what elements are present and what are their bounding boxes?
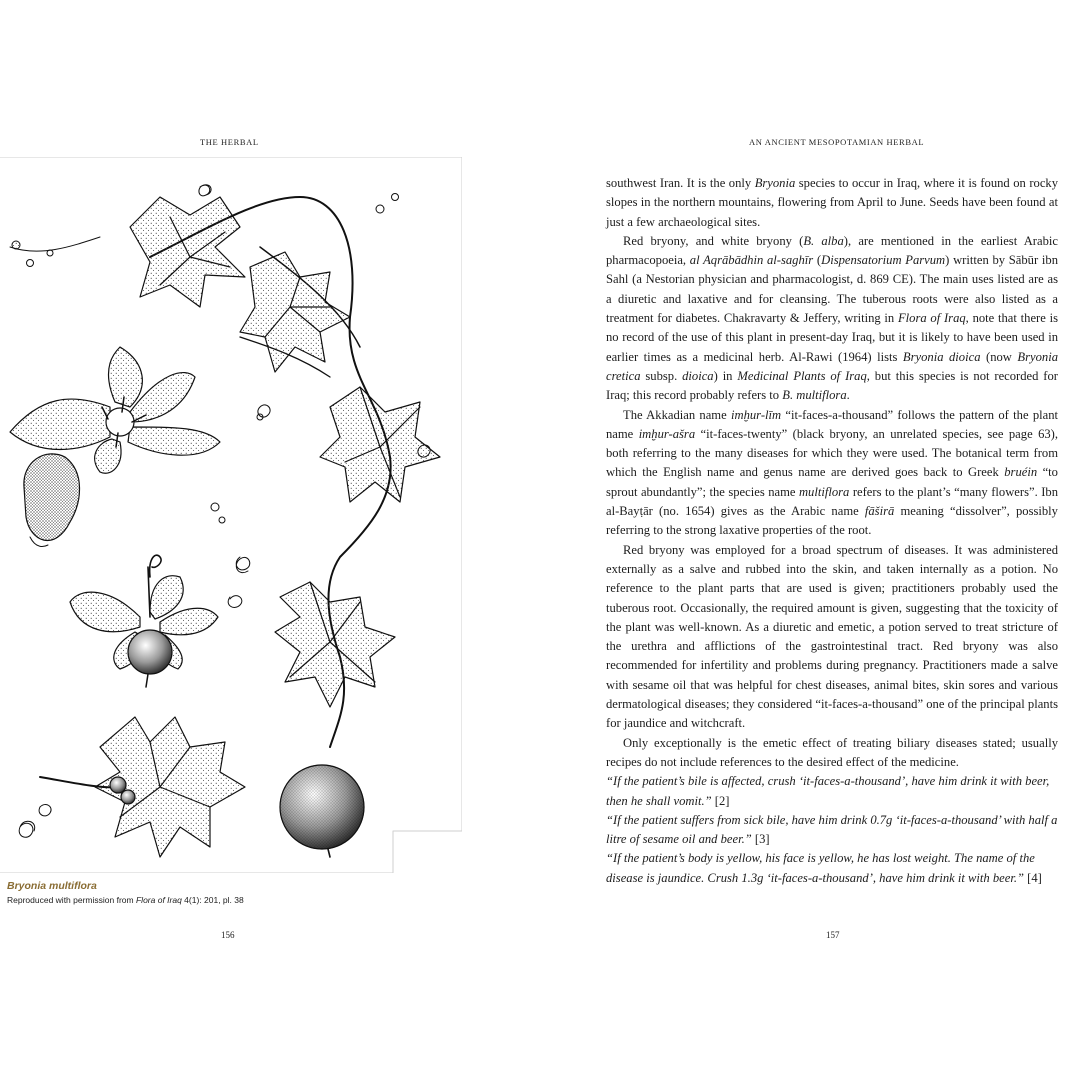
italic-text-run: imḫur-ašra	[638, 426, 696, 441]
text-run: ) in	[713, 368, 738, 383]
body-paragraph	[606, 232, 1058, 406]
italic-text-run: Medicinal Plants of Iraq	[737, 368, 867, 383]
text-run: The Akkadian name	[623, 407, 731, 422]
italic-text-run: B. alba	[803, 233, 844, 248]
text-run: species to occur in Iraq, where it is found on rocky slopes in the northern mountains, flowering from April to June. Seeds have been found at just a few archaeological sites.	[606, 176, 1058, 229]
text-run: , but this species is not recorded for Iraq; this record probably refers to	[606, 368, 1058, 403]
text-run: .	[846, 388, 850, 403]
italic-text-run: Flora of Iraq	[897, 311, 966, 326]
caption-credit-prefix: Reproduced with permission from	[7, 895, 136, 905]
text-run: ) written by Sābūr ibn Sahl (a Nestorian physician and pharmacologist, d. 869 CE). The main uses listed are as a diuretic and laxative and for cleansing. The tuberous roots were also listed as a treatment for diabetes. Chakravarty & Jeffery, writing in	[606, 253, 1058, 326]
text-run: Red bryony was employed for a broad spectrum of diseases. It was administered externally as a salve and rubbed into the skin, and taken internally as a potion. No reference to the plant parts that are used is given; practitioners probably used the tuberous root. Occasionally, the required amount is given, suggesting that the toxicity of the plant was well-known. As a diuretic and emetic, a potion served to treat stricture of the urethra and afflictions of the gastrointestinal tract. Red bryony was also recommended for infertility and problems during pregnancy. Practitioners made a salve with sesame oil that was helpful for chest diseases, animal bites, skin sores and various dermatological diseases; they considered “it-faces-a-thousand” one of the principal plants for jaundice and witchcraft.	[606, 542, 1058, 731]
italic-text-run: Bryonia cretica	[606, 349, 1058, 383]
italic-text-run: al Aqrābādhin al-saghīr	[689, 253, 814, 268]
caption-credit	[7, 895, 447, 905]
body-paragraph	[606, 734, 1058, 773]
italic-text-run: bruéin	[1004, 465, 1038, 480]
italic-text-run: B. multiflora	[782, 388, 847, 403]
italic-text-run: Bryonia dioica	[902, 349, 981, 364]
italic-text-run: Bryonia	[754, 176, 796, 190]
text-run: Only exceptionally is the emetic effect of treating biliary diseases stated; usually recipes do not include references to the desired effect of the medicine.	[606, 735, 1058, 769]
caption-credit-suffix: 4(1): 201, pl. 38	[181, 895, 244, 905]
text-run: “it-faces-a-thousand” follows the pattern of the plant name	[606, 407, 1058, 441]
body-text	[606, 174, 1058, 888]
page-number-left: 156	[221, 930, 235, 940]
text-run: meaning “dissolver”, possibly referring to the strong laxative properties of the root.	[606, 504, 1058, 538]
text-run: southwest Iran. It is the only	[606, 176, 755, 190]
italic-text-run: “If the patient’s body is yellow, his face is yellow, he has lost weight. The name of the disease is jaundice. Crush 1.3g ‘it-faces-a-thousand’, have him drink it with beer.”	[606, 851, 1035, 885]
text-run: [3]	[751, 832, 770, 847]
botanical-illustration	[0, 157, 462, 873]
text-run: subsp.	[640, 368, 683, 383]
italic-text-run: “If the patient suffers from sick bile, have him drink 0.7g ‘it-faces-a-thousand’ with half a litre of sesame oil and beer.”	[606, 812, 1058, 847]
text-run: [4]	[1024, 870, 1042, 885]
italic-text-run: imḫur-līm	[730, 407, 782, 422]
italic-text-run: multiflora	[798, 484, 850, 499]
text-run: [2]	[711, 793, 730, 808]
italic-text-run: “If the patient’s bile is affected, crush ‘it-faces-a-thousand’, have him drink it with beer, then he shall vomit.”	[606, 774, 1050, 808]
page-number-right: 157	[826, 930, 840, 940]
text-run: (	[813, 253, 822, 268]
caption-title: Bryonia multiflora	[7, 880, 97, 892]
quotation-paragraph	[606, 772, 1058, 811]
text-run: (now	[980, 349, 1018, 364]
text-run: refers to the plant’s “many flowers”. Ibn al-Bayṭār (no. 1654) gives as the Arabic name	[606, 484, 1058, 519]
text-run: “to sprout abundantly”; the species name	[606, 465, 1058, 499]
body-paragraph	[606, 174, 1058, 232]
quotation-paragraph	[606, 811, 1058, 850]
italic-text-run: Dispensatorium Parvum	[821, 253, 946, 268]
running-head-left: THE HERBAL	[200, 137, 259, 147]
text-run: , note that there is no record of the use of this plant in present-day Iraq, but it is likely to have been used in earlier times as a medicinal herb. Al-Rawi (1964) lists	[606, 311, 1058, 364]
text-run: “it-faces-twenty” (black bryony, an unrelated species, see page 63), both referring to the many diseases for which they were used. The botanical term from which the English name and genus name are derived goes back to Greek	[606, 426, 1059, 480]
body-paragraph	[606, 541, 1058, 734]
italic-text-run: dioica	[682, 368, 714, 383]
body-paragraph	[606, 406, 1058, 541]
figure-caption	[7, 880, 447, 905]
italic-text-run: fāširā	[864, 504, 895, 519]
running-head-right: AN ANCIENT MESOPOTAMIAN HERBAL	[749, 137, 925, 147]
quotation-paragraph	[606, 849, 1058, 888]
text-run: Red bryony, and white bryony (	[623, 233, 804, 248]
text-run: ), are mentioned in the earliest Arabic pharmacopoeia,	[606, 233, 1058, 268]
caption-credit-source: Flora of Iraq	[135, 895, 182, 905]
